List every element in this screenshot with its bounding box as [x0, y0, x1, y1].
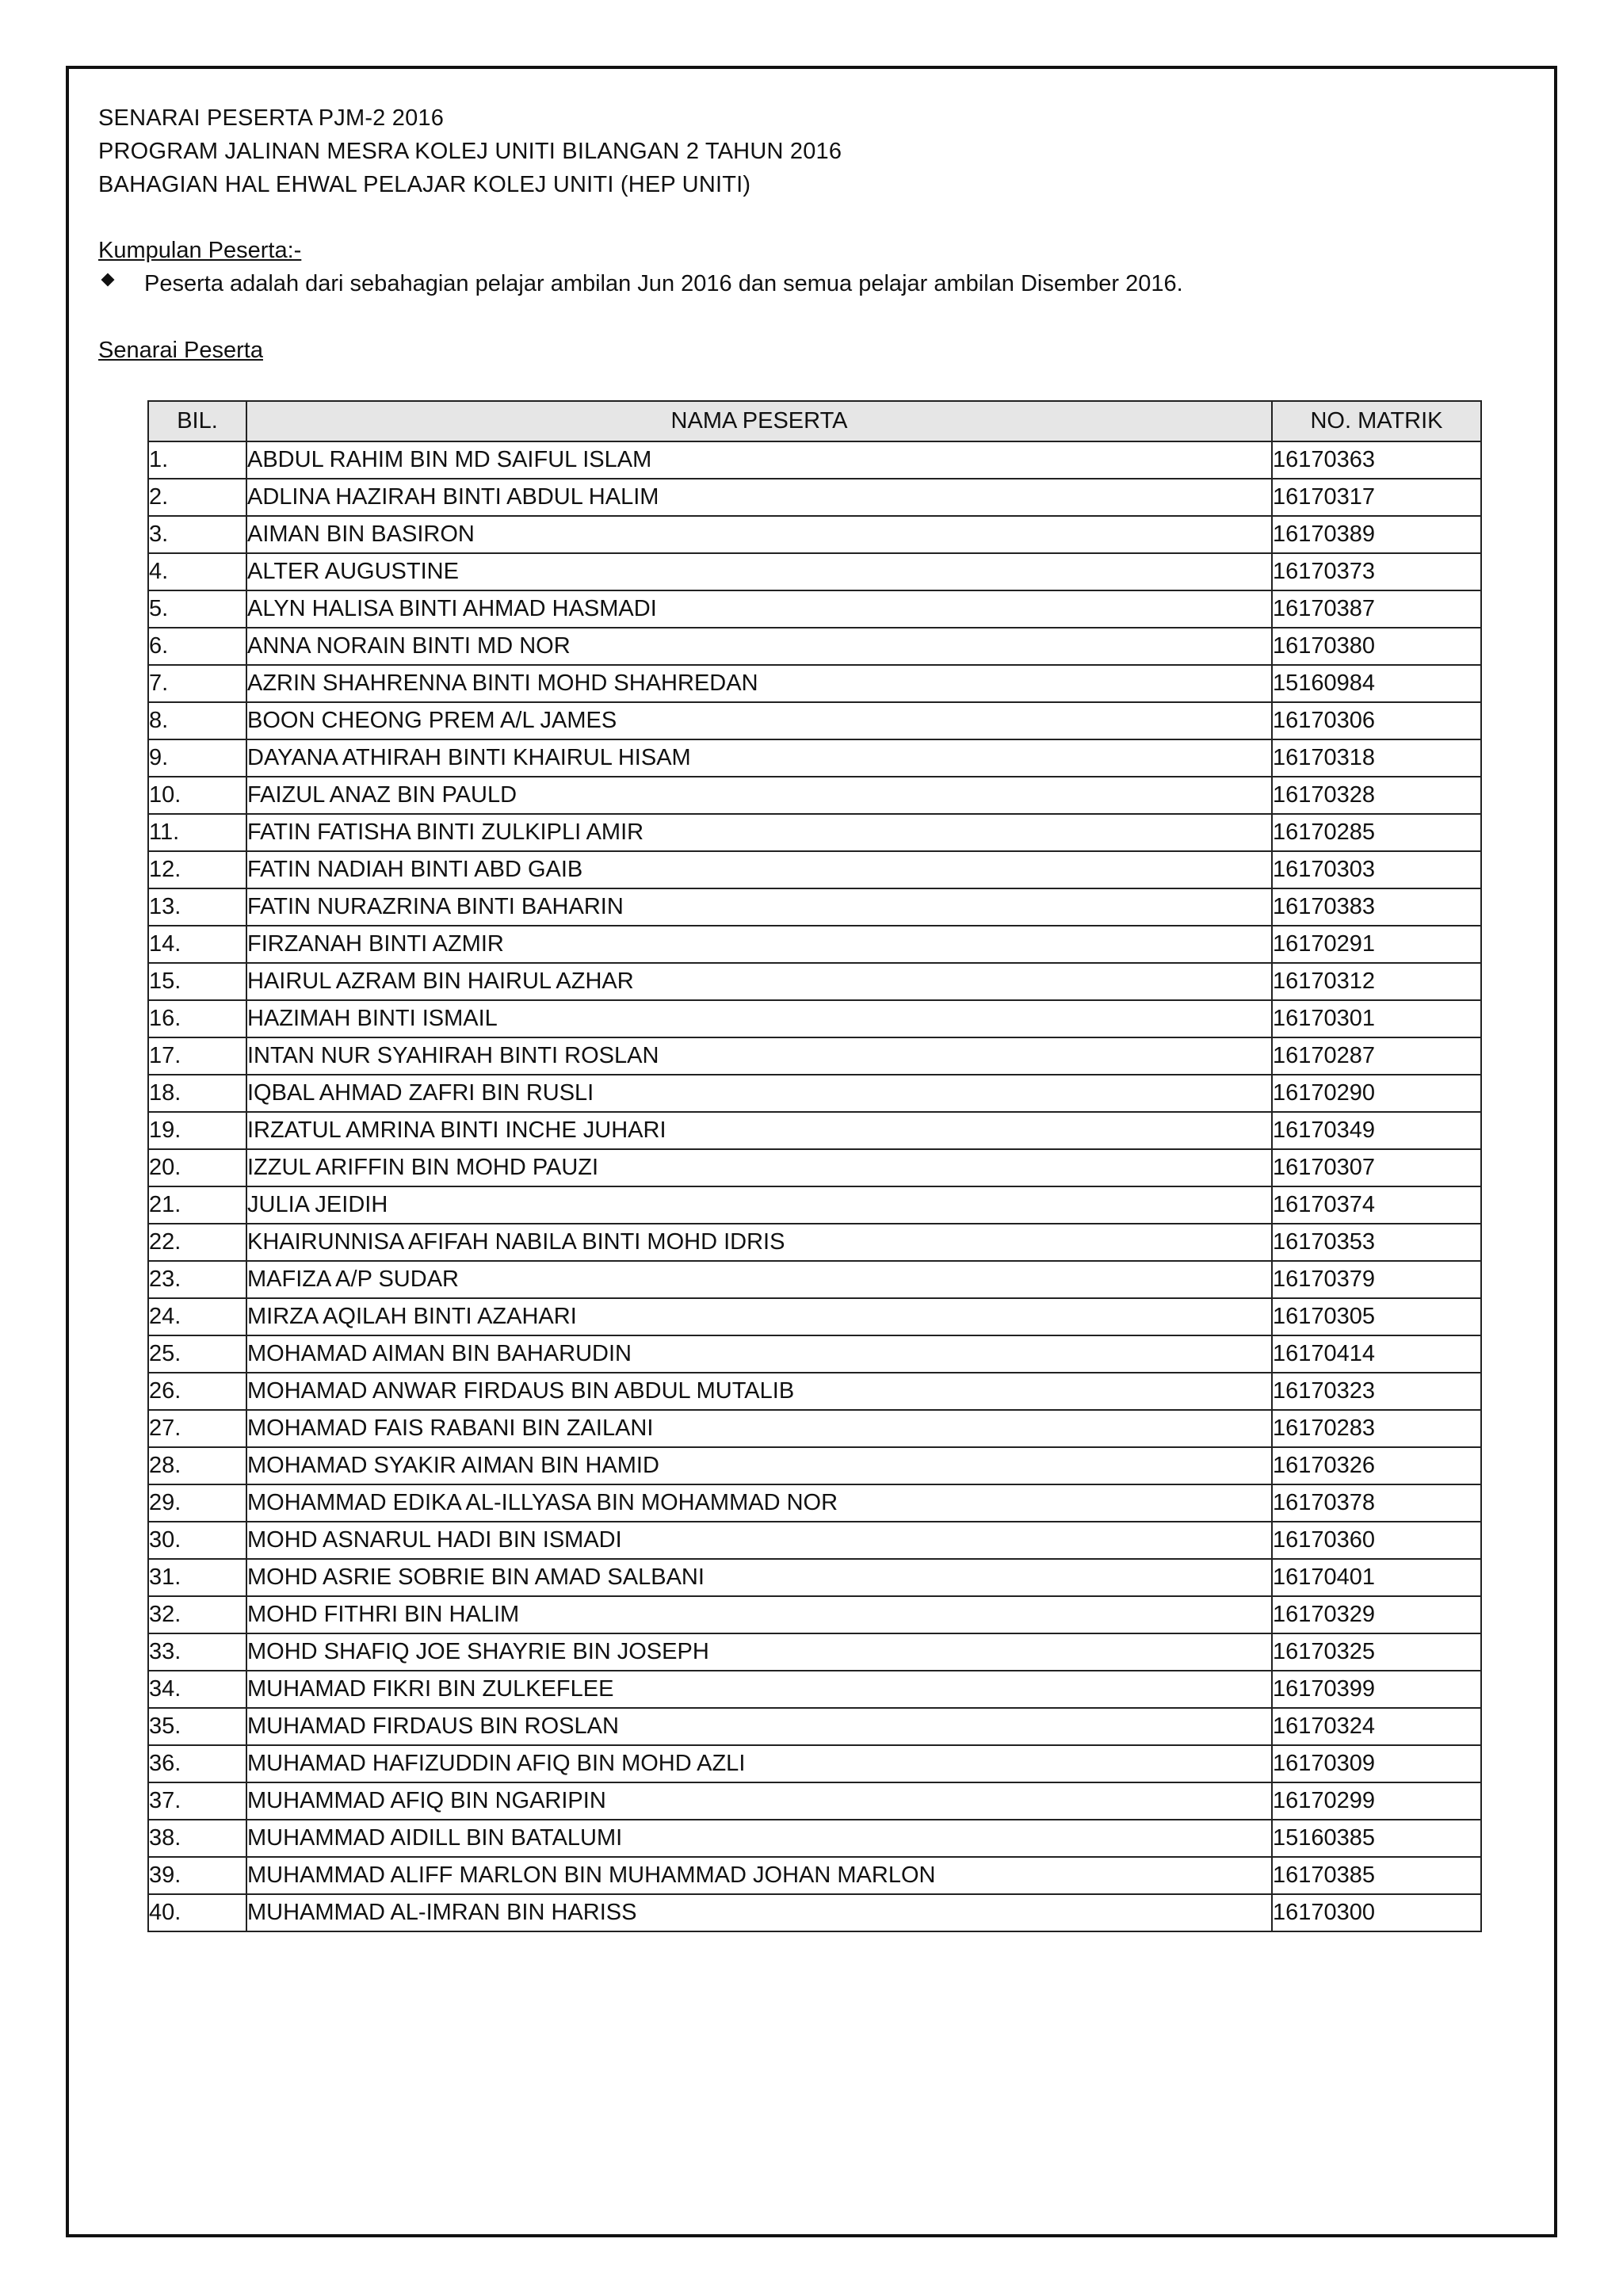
table-row [148, 1186, 1481, 1224]
table-row [148, 553, 1481, 590]
row-number: 38. [148, 1820, 246, 1857]
row-number: 23. [148, 1261, 246, 1298]
row-number: 34. [148, 1671, 246, 1708]
document-header [98, 101, 1525, 201]
participant-name: JULIA JEIDIH [246, 1186, 1272, 1224]
row-number: 30. [148, 1522, 246, 1559]
header-program: PROGRAM JALINAN MESRA KOLEJ UNITI BILANGAN 2 TAHUN 2016 [98, 139, 842, 164]
matric-number: 16170309 [1272, 1745, 1481, 1782]
row-number: 37. [148, 1782, 246, 1820]
table-row [148, 888, 1481, 926]
row-number: 13. [148, 888, 246, 926]
table-row [148, 665, 1481, 702]
row-number: 18. [148, 1075, 246, 1112]
matric-number: 15160385 [1272, 1820, 1481, 1857]
table-row [148, 441, 1481, 479]
table-header-row [148, 401, 1481, 441]
participant-name: MOHAMAD ANWAR FIRDAUS BIN ABDUL MUTALIB [246, 1373, 1272, 1410]
matric-number: 16170349 [1272, 1112, 1481, 1149]
kumpulan-bullet-item [98, 268, 1183, 300]
matric-number: 16170307 [1272, 1149, 1481, 1186]
matric-number: 16170300 [1272, 1894, 1481, 1931]
matric-number: 16170387 [1272, 590, 1481, 628]
row-number: 12. [148, 851, 246, 888]
table-row [148, 1894, 1481, 1931]
row-number: 1. [148, 441, 246, 479]
matric-number: 16170385 [1272, 1857, 1481, 1894]
row-number: 22. [148, 1224, 246, 1261]
participant-name: MOHD ASRIE SOBRIE BIN AMAD SALBANI [246, 1559, 1272, 1596]
row-number: 3. [148, 516, 246, 553]
table-row [148, 1037, 1481, 1075]
participant-name: MAFIZA A/P SUDAR [246, 1261, 1272, 1298]
column-header-bil: BIL. [148, 401, 246, 441]
participant-name: MOHD FITHRI BIN HALIM [246, 1596, 1272, 1633]
table-row [148, 1410, 1481, 1447]
row-number: 14. [148, 926, 246, 963]
participant-name: ABDUL RAHIM BIN MD SAIFUL ISLAM [246, 441, 1272, 479]
header-department: BAHAGIAN HAL EHWAL PELAJAR KOLEJ UNITI (HEP UNITI) [98, 172, 751, 197]
column-header-nama: NAMA PESERTA [246, 401, 1272, 441]
matric-number: 16170285 [1272, 814, 1481, 851]
table-row [148, 777, 1481, 814]
participant-name: MOHAMAD AIMAN BIN BAHARUDIN [246, 1335, 1272, 1373]
row-number: 5. [148, 590, 246, 628]
participant-name: IZZUL ARIFFIN BIN MOHD PAUZI [246, 1149, 1272, 1186]
table-row [148, 739, 1481, 777]
matric-number: 16170353 [1272, 1224, 1481, 1261]
kumpulan-peserta-heading: Kumpulan Peserta:- [98, 238, 302, 263]
matric-number: 16170378 [1272, 1484, 1481, 1522]
matric-number: 16170324 [1272, 1708, 1481, 1745]
header-title: SENARAI PESERTA PJM-2 2016 [98, 105, 445, 131]
participant-name: MUHAMAD HAFIZUDDIN AFIQ BIN MOHD AZLI [246, 1745, 1272, 1782]
participant-name: MIRZA AQILAH BINTI AZAHARI [246, 1298, 1272, 1335]
row-number: 2. [148, 479, 246, 516]
matric-number: 16170360 [1272, 1522, 1481, 1559]
kumpulan-bullet-text: Peserta adalah dari sebahagian pelajar ambilan Jun 2016 dan semua pelajar ambilan Disember 2016. [144, 271, 1183, 296]
table-row [148, 1484, 1481, 1522]
matric-number: 16170373 [1272, 553, 1481, 590]
row-number: 33. [148, 1633, 246, 1671]
matric-number: 16170383 [1272, 888, 1481, 926]
matric-number: 16170317 [1272, 479, 1481, 516]
row-number: 40. [148, 1894, 246, 1931]
matric-number: 16170401 [1272, 1559, 1481, 1596]
participant-name: MUHAMMAD AFIQ BIN NGARIPIN [246, 1782, 1272, 1820]
table-row [148, 1335, 1481, 1373]
matric-number: 16170287 [1272, 1037, 1481, 1075]
participant-name: ADLINA HAZIRAH BINTI ABDUL HALIM [246, 479, 1272, 516]
participant-name: ALYN HALISA BINTI AHMAD HASMADI [246, 590, 1272, 628]
row-number: 25. [148, 1335, 246, 1373]
participant-name: HAZIMAH BINTI ISMAIL [246, 1000, 1272, 1037]
table-row [148, 926, 1481, 963]
participant-name: MUHAMMAD ALIFF MARLON BIN MUHAMMAD JOHAN MARLON [246, 1857, 1272, 1894]
participant-name: ALTER AUGUSTINE [246, 553, 1272, 590]
participant-name: DAYANA ATHIRAH BINTI KHAIRUL HISAM [246, 739, 1272, 777]
table-row [148, 1820, 1481, 1857]
table-row [148, 1559, 1481, 1596]
participant-name: MUHAMMAD AL-IMRAN BIN HARISS [246, 1894, 1272, 1931]
table-row [148, 1857, 1481, 1894]
participant-name: FATIN NURAZRINA BINTI BAHARIN [246, 888, 1272, 926]
matric-number: 16170374 [1272, 1186, 1481, 1224]
matric-number: 16170325 [1272, 1633, 1481, 1671]
participants-table [147, 400, 1482, 1932]
row-number: 39. [148, 1857, 246, 1894]
participant-name: AIMAN BIN BASIRON [246, 516, 1272, 553]
matric-number: 16170328 [1272, 777, 1481, 814]
row-number: 6. [148, 628, 246, 665]
row-number: 28. [148, 1447, 246, 1484]
matric-number: 16170380 [1272, 628, 1481, 665]
table-row [148, 1224, 1481, 1261]
row-number: 4. [148, 553, 246, 590]
row-number: 16. [148, 1000, 246, 1037]
matric-number: 16170299 [1272, 1782, 1481, 1820]
participant-name: MOHAMAD FAIS RABANI BIN ZAILANI [246, 1410, 1272, 1447]
matric-number: 16170399 [1272, 1671, 1481, 1708]
row-number: 35. [148, 1708, 246, 1745]
matric-number: 16170303 [1272, 851, 1481, 888]
row-number: 24. [148, 1298, 246, 1335]
matric-number: 16170301 [1272, 1000, 1481, 1037]
row-number: 36. [148, 1745, 246, 1782]
row-number: 17. [148, 1037, 246, 1075]
participant-name: FATIN FATISHA BINTI ZULKIPLI AMIR [246, 814, 1272, 851]
table-row [148, 516, 1481, 553]
row-number: 7. [148, 665, 246, 702]
participant-name: BOON CHEONG PREM A/L JAMES [246, 702, 1272, 739]
participant-name: AZRIN SHAHRENNA BINTI MOHD SHAHREDAN [246, 665, 1272, 702]
table-row [148, 1447, 1481, 1484]
row-number: 31. [148, 1559, 246, 1596]
table-row [148, 1000, 1481, 1037]
matric-number: 16170290 [1272, 1075, 1481, 1112]
matric-number: 16170414 [1272, 1335, 1481, 1373]
matric-number: 16170379 [1272, 1261, 1481, 1298]
table-row [148, 1075, 1481, 1112]
participant-name: MUHAMMAD AIDILL BIN BATALUMI [246, 1820, 1272, 1857]
participant-name: FIRZANAH BINTI AZMIR [246, 926, 1272, 963]
row-number: 10. [148, 777, 246, 814]
matric-number: 16170318 [1272, 739, 1481, 777]
row-number: 9. [148, 739, 246, 777]
participant-name: MOHD ASNARUL HADI BIN ISMADI [246, 1522, 1272, 1559]
table-row [148, 1782, 1481, 1820]
table-row [148, 814, 1481, 851]
table-row [148, 1633, 1481, 1671]
table-row [148, 1596, 1481, 1633]
table-row [148, 1298, 1481, 1335]
senarai-peserta-heading: Senarai Peserta [98, 338, 263, 363]
table-row [148, 702, 1481, 739]
participant-name: MUHAMAD FIKRI BIN ZULKEFLEE [246, 1671, 1272, 1708]
participant-name: ANNA NORAIN BINTI MD NOR [246, 628, 1272, 665]
participant-name: KHAIRUNNISA AFIFAH NABILA BINTI MOHD IDRIS [246, 1224, 1272, 1261]
participant-name: MOHAMMAD EDIKA AL-ILLYASA BIN MOHAMMAD NOR [246, 1484, 1272, 1522]
row-number: 21. [148, 1186, 246, 1224]
participant-name: MUHAMAD FIRDAUS BIN ROSLAN [246, 1708, 1272, 1745]
table-row [148, 1149, 1481, 1186]
table-row [148, 1708, 1481, 1745]
table-row [148, 1261, 1481, 1298]
participant-name: HAIRUL AZRAM BIN HAIRUL AZHAR [246, 963, 1272, 1000]
table-body [148, 441, 1481, 1931]
table-row [148, 851, 1481, 888]
row-number: 15. [148, 963, 246, 1000]
table-row [148, 590, 1481, 628]
matric-number: 16170312 [1272, 963, 1481, 1000]
participant-name: IRZATUL AMRINA BINTI INCHE JUHARI [246, 1112, 1272, 1149]
matric-number: 16170283 [1272, 1410, 1481, 1447]
participant-name: FAIZUL ANAZ BIN PAULD [246, 777, 1272, 814]
matric-number: 16170329 [1272, 1596, 1481, 1633]
row-number: 32. [148, 1596, 246, 1633]
matric-number: 16170305 [1272, 1298, 1481, 1335]
row-number: 29. [148, 1484, 246, 1522]
column-header-matrik: NO. MATRIK [1272, 401, 1481, 441]
table-row [148, 1112, 1481, 1149]
table-row [148, 963, 1481, 1000]
matric-number: 16170389 [1272, 516, 1481, 553]
row-number: 20. [148, 1149, 246, 1186]
table-row [148, 1373, 1481, 1410]
row-number: 8. [148, 702, 246, 739]
diamond-bullet-icon [101, 273, 115, 287]
table-row [148, 1522, 1481, 1559]
table-row [148, 628, 1481, 665]
row-number: 26. [148, 1373, 246, 1410]
matric-number: 16170306 [1272, 702, 1481, 739]
row-number: 27. [148, 1410, 246, 1447]
matric-number: 16170323 [1272, 1373, 1481, 1410]
matric-number: 16170326 [1272, 1447, 1481, 1484]
table-row [148, 1745, 1481, 1782]
matric-number: 16170363 [1272, 441, 1481, 479]
row-number: 19. [148, 1112, 246, 1149]
participant-name: FATIN NADIAH BINTI ABD GAIB [246, 851, 1272, 888]
participant-name: MOHD SHAFIQ JOE SHAYRIE BIN JOSEPH [246, 1633, 1272, 1671]
participant-name: MOHAMAD SYAKIR AIMAN BIN HAMID [246, 1447, 1272, 1484]
participant-name: INTAN NUR SYAHIRAH BINTI ROSLAN [246, 1037, 1272, 1075]
participant-name: IQBAL AHMAD ZAFRI BIN RUSLI [246, 1075, 1272, 1112]
matric-number: 16170291 [1272, 926, 1481, 963]
table-row [148, 479, 1481, 516]
table-row [148, 1671, 1481, 1708]
row-number: 11. [148, 814, 246, 851]
matric-number: 15160984 [1272, 665, 1481, 702]
